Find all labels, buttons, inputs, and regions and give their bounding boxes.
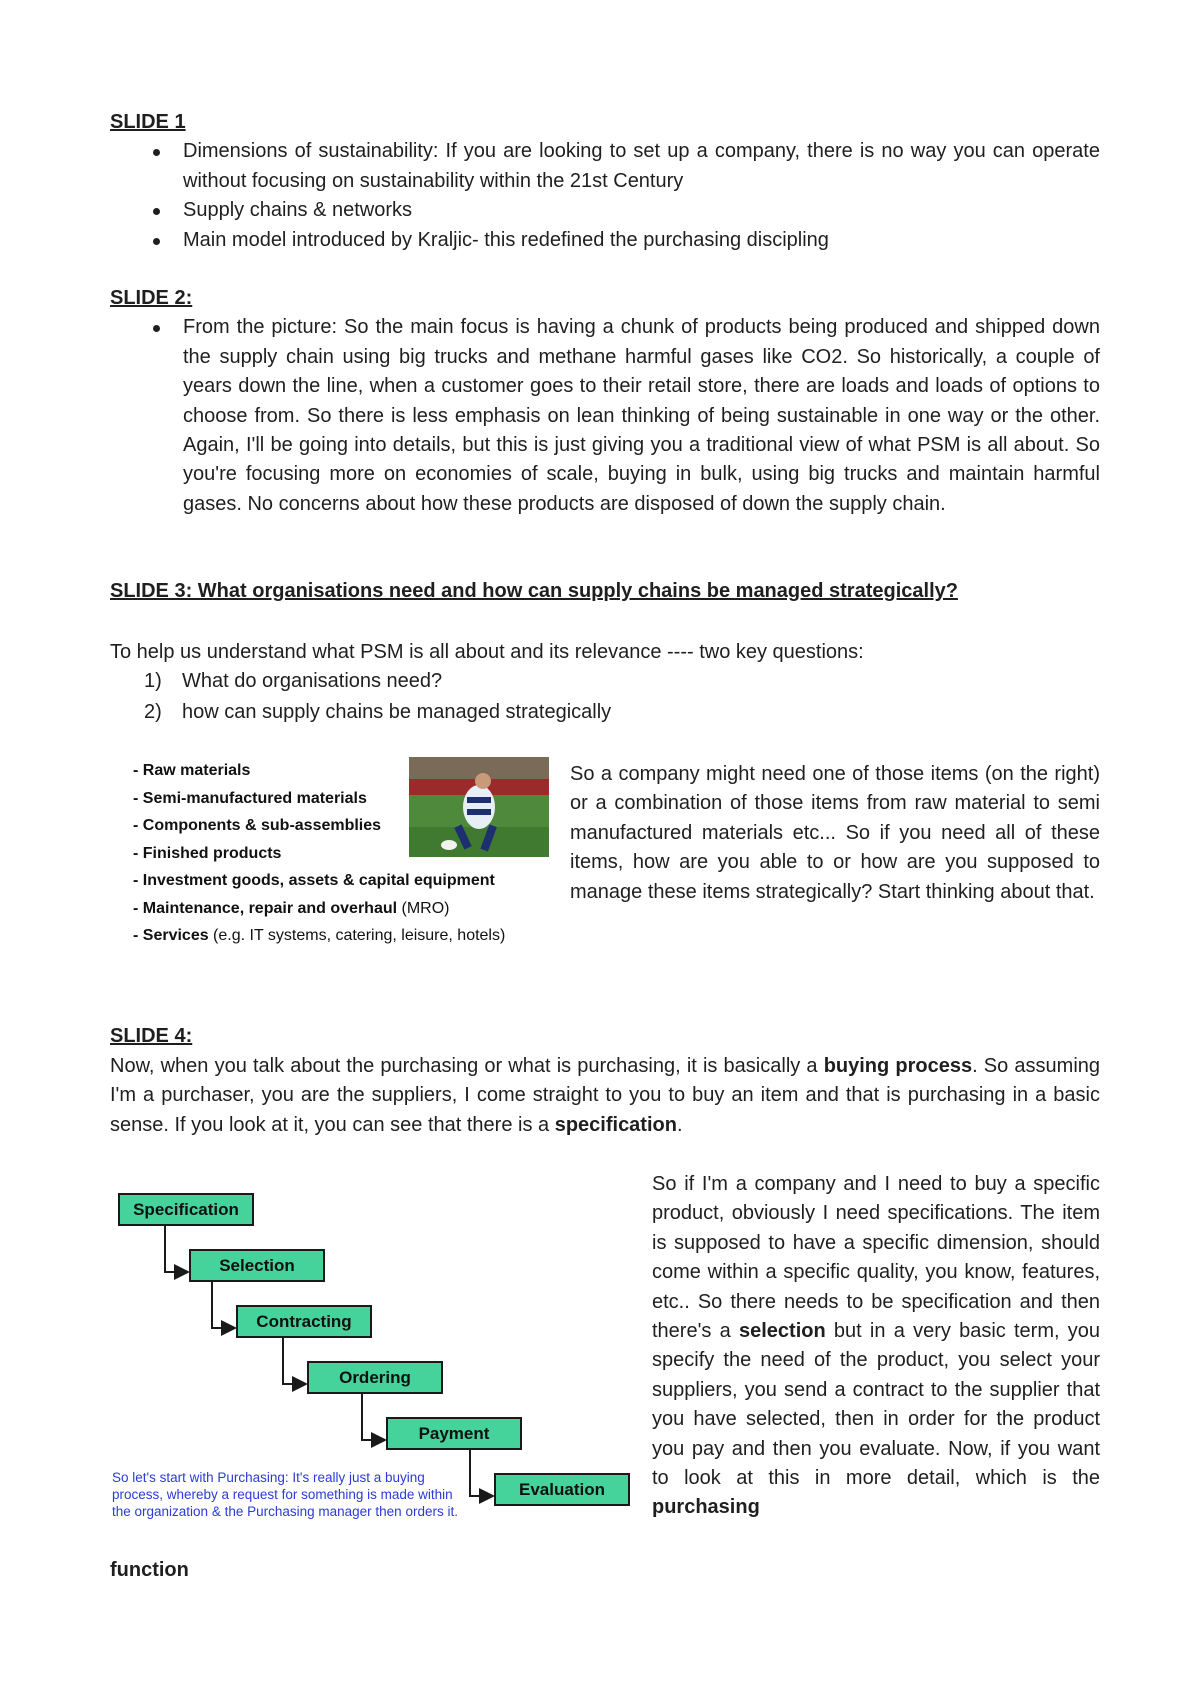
flow-step-contracting: Contracting [236,1305,372,1338]
flow-step-ordering: Ordering [307,1361,443,1394]
list-item: 2) how can supply chains be managed strategically [144,701,612,723]
list-item: From the picture: So the main focus is having a chunk of products being produced and shipped down the supply chain using big trucks and methane harmful gases like CO2. So historically, a couple of years down the line, when a customer goes to their retail store, there are loads and loads of options to choose from. So there is less emphasis on lean thinking of being sustainable in one way or the other. Again, I'll be going into details, but this is just giving you a traditional view of what PSM is all about. So you're focusing more on economies of scale, buying in bulk, using big trucks and maintain harmful gases. No concerns about how these products are disposed of down the supply chain. [110,313,1100,519]
list-item: - Investment goods, assets & capital equipment [133,872,495,889]
slide4-tail-word: function [110,1559,189,1581]
flow-caption: So let's start with Purchasing: It's really just a buying process, whereby a request for something is made within the organization & the Purchasing manager then orders it. [112,1470,458,1519]
flow-step-selection: Selection [189,1249,325,1282]
list-item: Dimensions of sustainability: If you are looking to set up a company, there is no way you can operate without focusing on sustainability within the 21st Century [110,137,1100,196]
slide4-side-text: So if I'm a company and I need to buy a specific product, obviously I need specifications. The item is supposed to have a specific dimension, should come within a specific quality, you know, features, etc.. So there needs to be specification and then there's a selection but in a very basic term, you specify the need of the product, you select your suppliers, you send a contract to the supplier that you have selected, then in order for the product you pay and then you evaluate. Now, if you want to look at this in more detail, which is the purchasing [652,1173,1101,1519]
flow-step-specification: Specification [118,1193,254,1226]
list-item: Main model introduced by Kraljic- this redefined the purchasing discipling [110,226,1100,255]
list-item: - Semi-manufactured materials [133,789,367,807]
list-item: - Services (e.g. IT systems, catering, leisure, hotels) [133,927,506,944]
list-item: - Raw materials [133,762,251,779]
slide2-heading: SLIDE 2: [110,287,193,310]
slide1-heading: SLIDE 1 [110,111,186,133]
slide4-paragraph: Now, when you talk about the purchasing or what is purchasing, it is basically a buying process. So assuming I'm a purchaser, you are the suppliers, I come straight to you to buy an item and that is purchasing in a basic sense. If you look at it, you can see that there is a specification. [110,1055,1101,1136]
list-item: 1) What do organisations need? [144,670,443,692]
slide3-heading: SLIDE 3: What organisations need and how can supply chains be managed strategically? [110,580,958,602]
flow-step-evaluation: Evaluation [494,1473,630,1506]
list-item: - Maintenance, repair and overhaul (MRO) [133,899,450,917]
slide4-heading: SLIDE 4: [110,1025,193,1047]
flow-step-payment: Payment [386,1417,522,1450]
list-item: Supply chains & networks [110,196,1100,225]
slide3-side-text: So a company might need one of those items (on the right) or a combination of those items from raw material to semi manufactured materials etc... So if you need all of these items, how are you able to or how are you supposed to manage these items strategically? Start thinking about that. [570,763,1100,903]
list-item: - Components & sub-assemblies [133,817,382,834]
list-item: - Finished products [133,844,282,862]
slide3-intro: To help us understand what PSM is all about and its relevance ---- two key questions: [110,641,864,663]
